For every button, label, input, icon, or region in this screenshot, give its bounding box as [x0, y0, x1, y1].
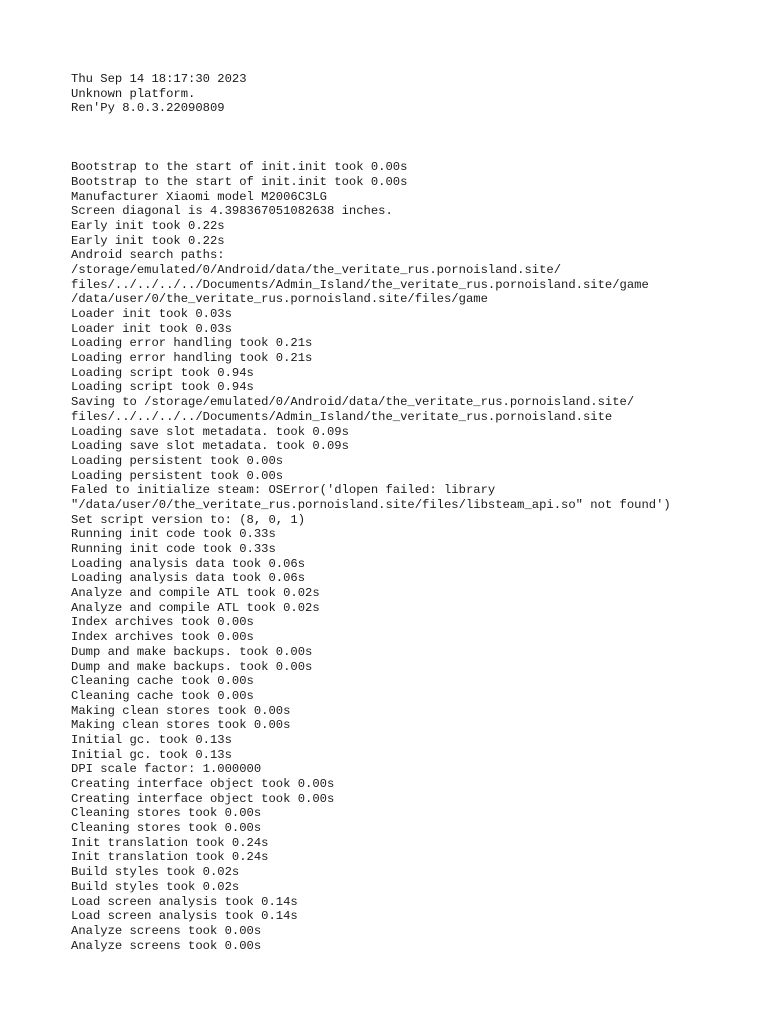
- log-line: Creating interface object took 0.00s: [71, 791, 335, 806]
- log-line: Bootstrap to the start of init.init took 0.00s: [71, 174, 408, 189]
- log-line: Cleaning stores took 0.00s: [71, 806, 262, 821]
- log-line: Cleaning stores took 0.00s: [71, 821, 262, 836]
- log-line: Load screen analysis took 0.14s: [71, 909, 298, 924]
- header-timestamp: Thu Sep 14 18:17:30 2023: [71, 72, 247, 86]
- log-line: files/../../../../Documents/Admin_Island/the_veritate_rus.pornoisland.site/game: [71, 277, 649, 292]
- spacer: [71, 116, 761, 131]
- log-line: Loading analysis data took 0.06s: [71, 571, 306, 586]
- log-line: Index archives took 0.00s: [71, 615, 254, 630]
- log-line: Init translation took 0.24s: [71, 835, 269, 850]
- log-line: Initial gc. took 0.13s: [71, 732, 232, 747]
- log-line: Creating interface object took 0.00s: [71, 777, 335, 791]
- log-line: Cleaning cache took 0.00s: [71, 674, 254, 689]
- log-line: Analyze and compile ATL took 0.02s: [71, 600, 320, 615]
- log-line: Making clean stores took 0.00s: [71, 703, 291, 718]
- header-version: Ren'Py 8.0.3.22090809: [71, 101, 225, 116]
- log-line: /storage/emulated/0/Android/data/the_veritate_rus.pornoisland.site/: [71, 262, 562, 277]
- log-line: Faled to initialize steam: OSError('dlopen failed: library: [71, 483, 496, 498]
- log-line: Early init took 0.22s: [71, 233, 225, 248]
- log-line: Analyze screens took 0.00s: [71, 923, 262, 938]
- log-line: Bootstrap to the start of init.init took 0.00s: [71, 160, 408, 175]
- log-line: Loader init took 0.03s: [71, 307, 232, 321]
- log-line: Analyze and compile ATL took 0.02s: [71, 586, 320, 601]
- spacer: [71, 145, 761, 160]
- log-line: Load screen analysis took 0.14s: [71, 894, 298, 909]
- log-line: Initial gc. took 0.13s: [71, 747, 232, 762]
- log-line: Loading save slot metadata. took 0.09s: [71, 439, 349, 454]
- log-line: Dump and make backups. took 0.00s: [71, 659, 313, 674]
- log-line: Loading error handling took 0.21s: [71, 336, 313, 351]
- log-header: [71, 72, 761, 116]
- log-line: Loader init took 0.03s: [71, 321, 232, 336]
- log-line: "/data/user/0/the_veritate_rus.pornoisland.site/files/libsteam_api.so" not found'): [71, 497, 671, 512]
- log-line: Running init code took 0.33s: [71, 527, 276, 542]
- log-line: Loading persistent took 0.00s: [71, 453, 284, 468]
- log-line: Manufacturer Xiaomi model M2006C3LG: [71, 189, 327, 204]
- log-line: /data/user/0/the_veritate_rus.pornoisland.site/files/game: [71, 292, 488, 307]
- log-line: Build styles took 0.02s: [71, 879, 240, 894]
- log-line: Saving to /storage/emulated/0/Android/data/the_veritate_rus.pornoisland.site/: [71, 395, 635, 410]
- log-line: Build styles took 0.02s: [71, 865, 240, 880]
- log-line: Loading persistent took 0.00s: [71, 468, 284, 483]
- log-line: Android search paths:: [71, 248, 225, 263]
- log-line: DPI scale factor: 1.000000: [71, 762, 262, 777]
- spacer: [71, 131, 761, 146]
- log-line: Loading script took 0.94s: [71, 365, 254, 380]
- log-body: [71, 160, 761, 953]
- log-line: Loading save slot metadata. took 0.09s: [71, 424, 349, 439]
- log-line: Dump and make backups. took 0.00s: [71, 644, 313, 659]
- log-line: Making clean stores took 0.00s: [71, 718, 291, 733]
- log-line: Loading error handling took 0.21s: [71, 351, 313, 366]
- log-line: Cleaning cache took 0.00s: [71, 688, 254, 703]
- log-line: Early init took 0.22s: [71, 218, 225, 233]
- log-document: [71, 72, 761, 953]
- log-line: files/../../../../Documents/Admin_Island/the_veritate_rus.pornoisland.site: [71, 409, 613, 424]
- log-line: Analyze screens took 0.00s: [71, 938, 262, 953]
- log-line: Set script version to: (8, 0, 1): [71, 512, 306, 527]
- log-line: Running init code took 0.33s: [71, 542, 276, 556]
- log-line: Loading analysis data took 0.06s: [71, 556, 306, 571]
- log-line: Screen diagonal is 4.398367051082638 inches.: [71, 204, 393, 219]
- log-line: Index archives took 0.00s: [71, 630, 254, 645]
- log-line: Loading script took 0.94s: [71, 380, 254, 395]
- log-line: Init translation took 0.24s: [71, 850, 269, 865]
- header-platform: Unknown platform.: [71, 86, 196, 101]
